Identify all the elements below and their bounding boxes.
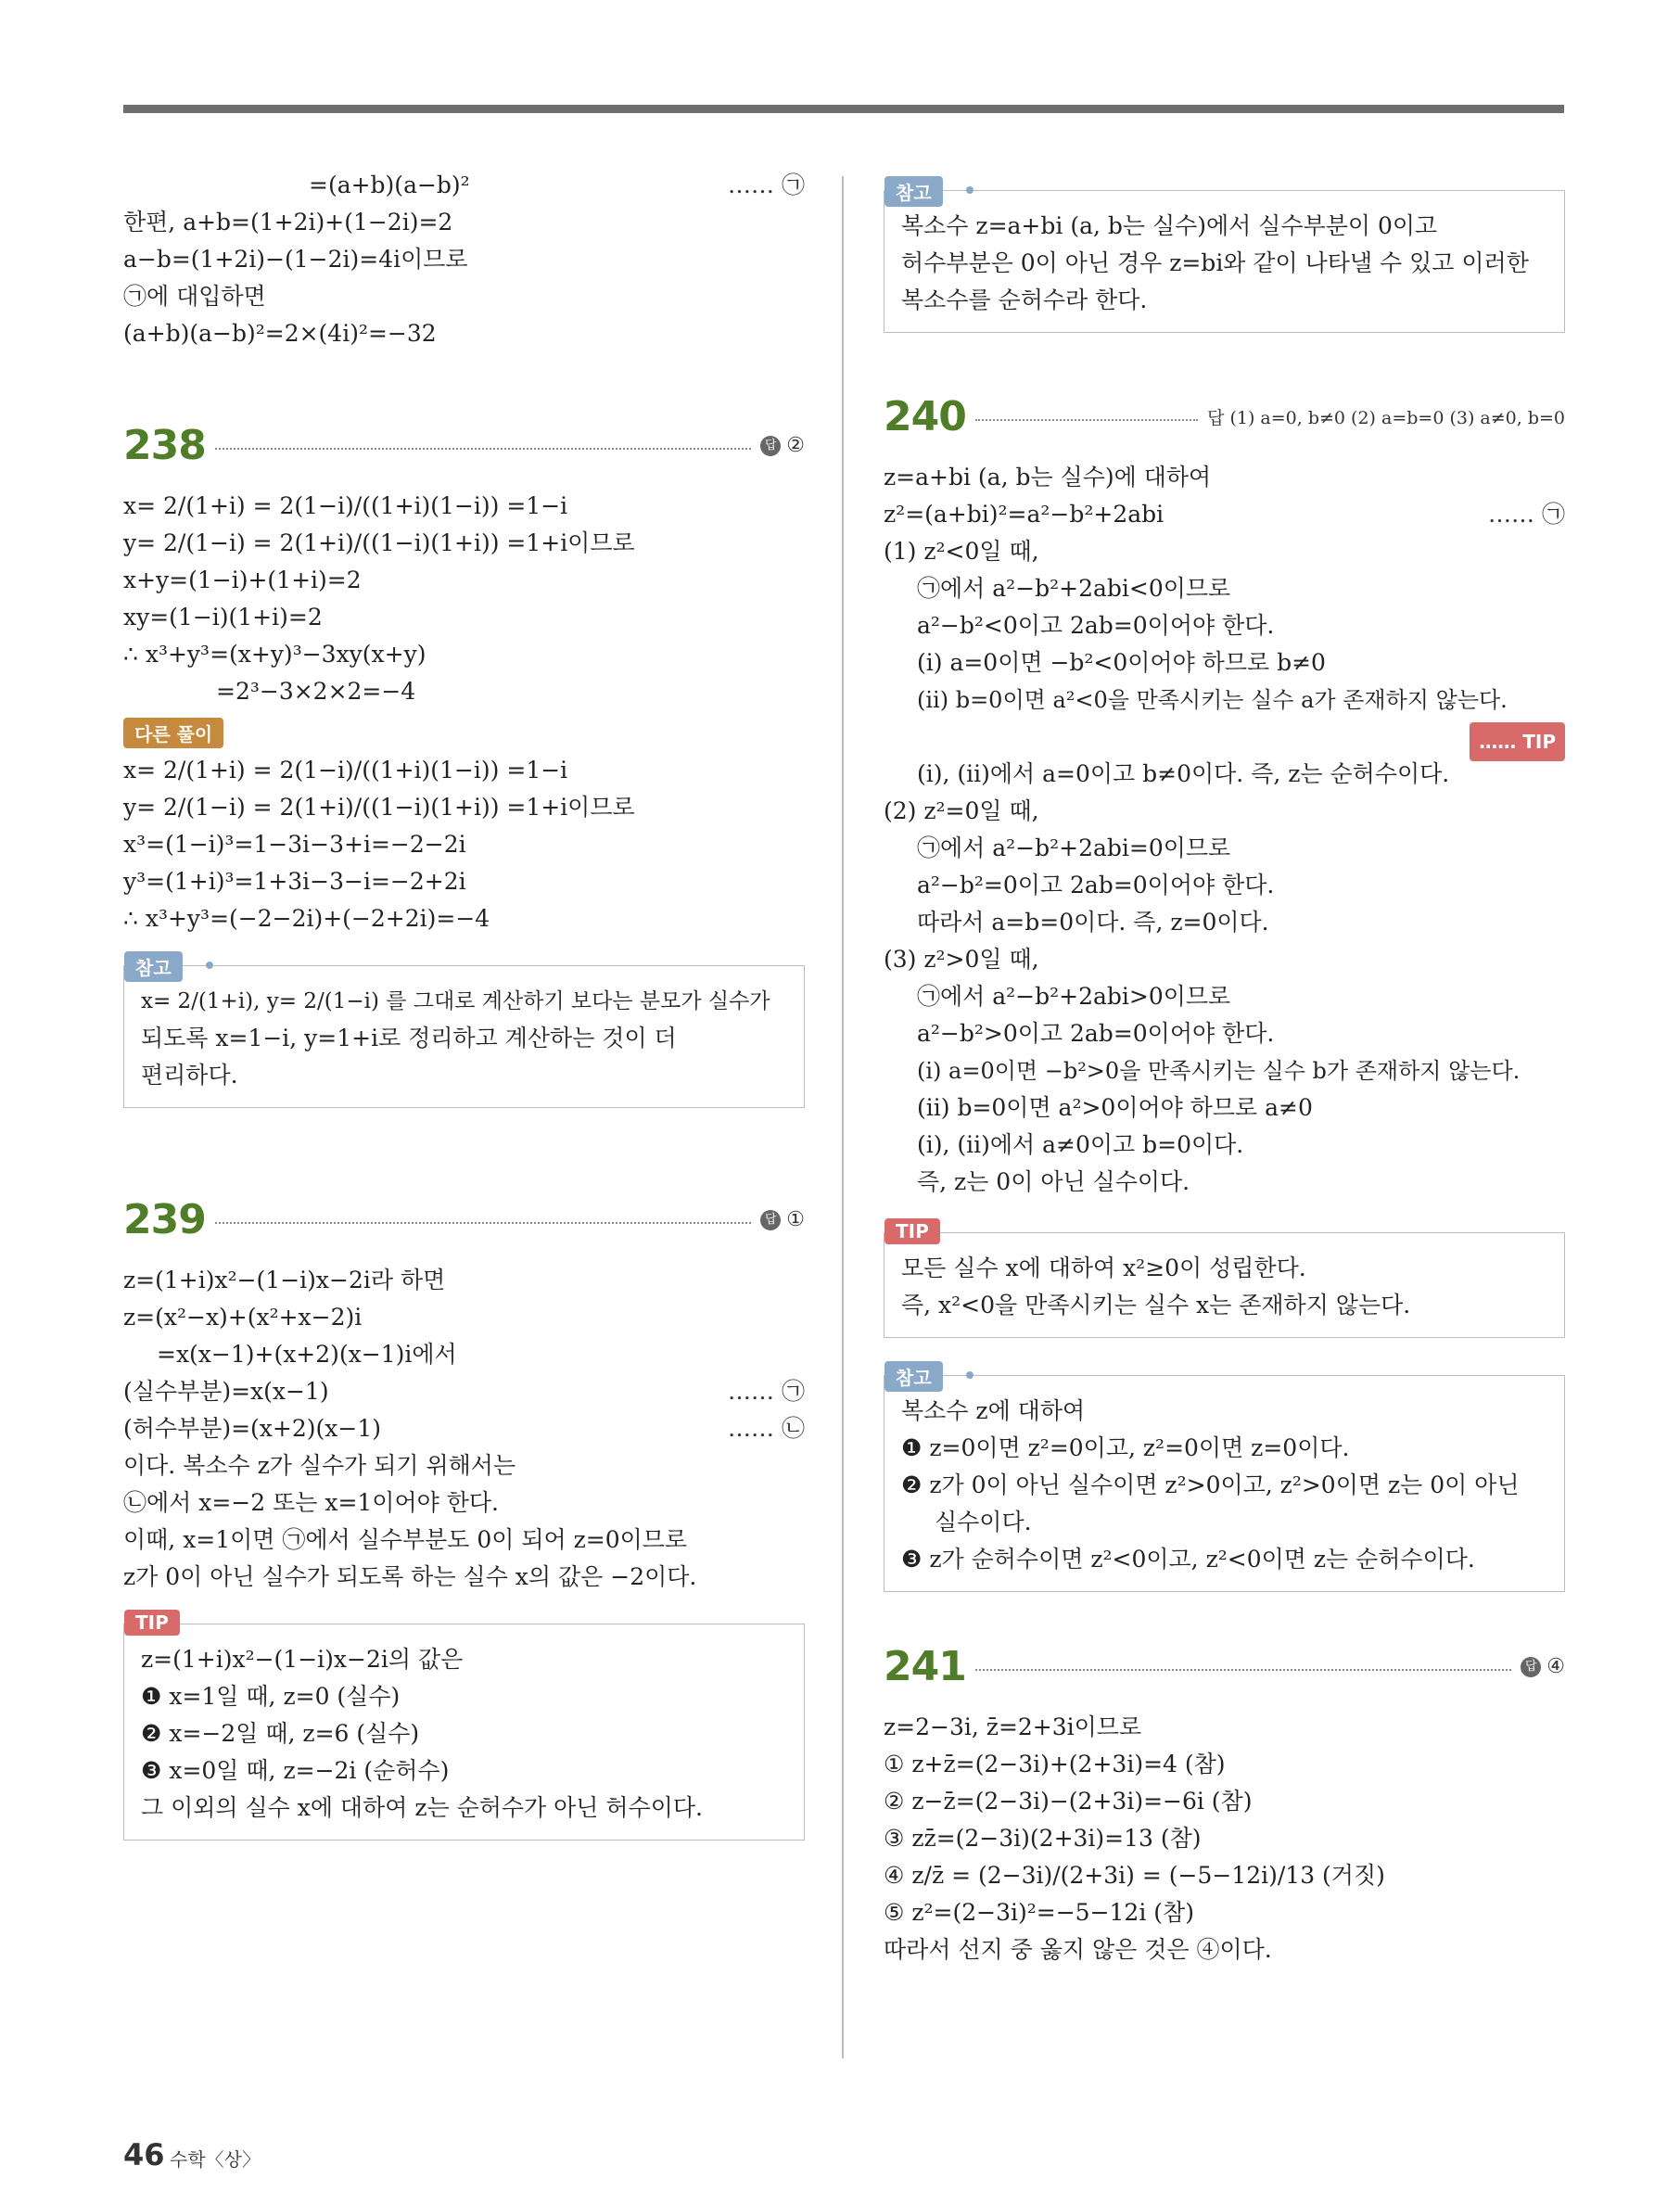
solution-line: a²−b²=0이고 2ab=0이어야 한다. [917, 872, 1275, 898]
solution-line: ㉡에서 x=−2 또는 x=1이어야 한다. [123, 1489, 499, 1516]
solution-line: (ⅱ) b=0이면 a²<0을 만족시키는 실수 a가 존재하지 않는다. [917, 687, 1508, 713]
reference-box [884, 182, 1565, 333]
top-rule [123, 105, 1564, 113]
intro-line: (a+b)(a−b)²=2×(4i)²=−32 [123, 320, 437, 347]
column-divider [842, 176, 844, 2058]
section-number: 241 [884, 1642, 966, 1690]
solution-line: (ⅰ), (ⅱ)에서 a=0이고 b≠0이다. 즉, z는 순허수이다. [917, 760, 1450, 787]
solution-line: (ⅰ), (ⅱ)에서 a≠0이고 b=0이다. [917, 1131, 1244, 1158]
tag-dot [966, 1371, 974, 1379]
section-number: 239 [123, 1195, 206, 1243]
left-column [123, 167, 805, 1850]
tip-box [884, 1220, 1565, 1338]
tip-line: z=(1+i)x²−(1−i)x−2i의 값은 [141, 1646, 464, 1673]
reference-box [884, 1367, 1565, 1592]
solution-line: 이때, x=1이면 ㉠에서 실수부분도 0이 되어 z=0이므로 [123, 1526, 688, 1553]
solution-line: z²=(a+bi)²=a²−b²+2abi …… ㉠ [884, 501, 1565, 528]
solution-line: z=2−3i, z̄=2+3i이므로 [884, 1713, 1142, 1740]
reference-tag: 참고 [885, 1361, 943, 1392]
reference-line: 편리하다. [141, 1062, 238, 1089]
answer-icon: 답 [760, 436, 781, 456]
solution-line: (2) z²=0일 때, [884, 797, 1039, 824]
tip-box [123, 1611, 805, 1841]
solution-line: x= 2/(1+i) = 2(1−i)/((1+i)(1−i)) =1−i [123, 492, 568, 519]
solution-line: (3) z²>0일 때, [884, 946, 1039, 973]
solution-line: x+y=(1−i)+(1+i)=2 [123, 567, 362, 593]
reference-line: ❸ z가 순허수이면 z²<0이고, z²<0이면 z는 순허수이다. [901, 1546, 1475, 1573]
reference-line: 복소수 z에 대하여 [901, 1397, 1086, 1424]
reference-line: ❷ z가 0이 아닌 실수이면 z²>0이고, z²>0이면 z는 0이 아닌 [901, 1471, 1520, 1498]
solution-line: (허수부분)=(x+2)(x−1) …… ㉡ [123, 1415, 805, 1442]
tip-line: 그 이외의 실수 x에 대하여 z는 순허수가 아닌 허수이다. [141, 1794, 703, 1821]
solution-line: y= 2/(1−i) = 2(1+i)/((1−i)(1+i)) =1+i이므로 [123, 529, 635, 556]
alt-solution-line: y³=(1+i)³=1+3i−3−i=−2+2i [123, 868, 466, 895]
answer-label: 답 ② [760, 434, 805, 457]
solution-line: z=(x²−x)+(x²+x−2)i [123, 1304, 363, 1331]
tag-dot [206, 962, 213, 969]
solution-line: =2³−3×2×2=−4 [216, 678, 416, 705]
alt-solution-line: y= 2/(1−i) = 2(1+i)/((1−i)(1+i)) =1+i이므로 [123, 794, 635, 821]
answer-label: 답 ① [760, 1208, 805, 1231]
tip-line: ❷ x=−2일 때, z=6 (실수) [141, 1720, 420, 1747]
solution-line: a²−b²>0이고 2ab=0이어야 한다. [917, 1020, 1275, 1047]
solution-line: z가 0이 아닌 실수가 되도록 하는 실수 x의 값은 −2이다. [123, 1563, 697, 1590]
solution-line: z=a+bi (a, b는 실수)에 대하여 [884, 464, 1212, 490]
solution-line [884, 719, 1565, 756]
answer-icon: 답 [760, 1210, 781, 1230]
reference-line: x= 2/(1+i), y= 2/(1−i) 를 그대로 계산하기 보다는 분모가 실수가 [141, 989, 770, 1013]
tip-line: ❶ x=1일 때, z=0 (실수) [141, 1683, 401, 1710]
tag-dot [966, 186, 974, 194]
solution-line: (실수부분)=x(x−1) …… ㉠ [123, 1378, 805, 1405]
tip-tag: TIP [885, 1218, 940, 1244]
reference-box [123, 957, 805, 1108]
solution-line: (ⅰ) a=0이면 −b²>0을 만족시키는 실수 b가 존재하지 않는다. [917, 1058, 1521, 1084]
reference-tag: 참고 [124, 951, 183, 982]
section-241-header [884, 1638, 1565, 1694]
tip-tag: TIP [124, 1610, 180, 1636]
solution-line: (ⅱ) b=0이면 a²>0이어야 하므로 a≠0 [917, 1094, 1313, 1121]
tip-line: ❸ x=0일 때, z=−2i (순허수) [141, 1757, 450, 1784]
answer-label: 답 ④ [1521, 1655, 1565, 1678]
solution-line: (ⅰ) a=0이면 −b²<0이어야 하므로 b≠0 [917, 649, 1326, 676]
solution-line: 즉, z는 0이 아닌 실수이다. [917, 1168, 1190, 1195]
section-239-header [123, 1191, 805, 1247]
reference-tag: 참고 [885, 176, 943, 207]
section-number: 240 [884, 392, 966, 440]
answer-icon: 답 [1521, 1657, 1541, 1677]
tip-line: 모든 실수 x에 대하여 x²≥0이 성립한다. [901, 1255, 1306, 1281]
page-number: 46 [123, 2137, 165, 2172]
alt-solution-badge: 다른 풀이 [123, 718, 223, 748]
reference-line: 허수부분은 0이 아닌 경우 z=bi와 같이 나타낼 수 있고 이러한 [901, 249, 1529, 276]
reference-line: ❶ z=0이면 z²=0이고, z²=0이면 z=0이다. [901, 1434, 1350, 1461]
solution-line: z=(1+i)x²−(1−i)x−2i라 하면 [123, 1267, 446, 1293]
reference-line: 복소수 z=a+bi (a, b는 실수)에서 실수부분이 0이고 [901, 212, 1438, 239]
alt-solution-line: ∴ x³+y³=(−2−2i)+(−2+2i)=−4 [123, 905, 490, 932]
solution-line: 따라서 선지 중 옳지 않은 것은 ④이다. [884, 1936, 1272, 1963]
leader-dots [215, 448, 751, 450]
answer-label: 답 (1) a=0, b≠0 (2) a=b=0 (3) a≠0, b=0 [1207, 407, 1565, 428]
solution-line: ㉠에서 a²−b²+2abi<0이므로 [917, 575, 1231, 602]
leader-dots [975, 419, 1198, 421]
intro-line: ㉠에 대입하면 [123, 283, 266, 310]
intro-line: =(a+b)(a−b)² …… ㉠ [309, 172, 805, 198]
reference-line: 복소수를 순허수라 한다. [901, 287, 1148, 313]
solution-line: xy=(1−i)(1+i)=2 [123, 604, 323, 631]
solution-line: ㉠에서 a²−b²+2abi=0이므로 [917, 834, 1231, 861]
intro-line: 한편, a+b=(1+2i)+(1−2i)=2 [123, 209, 453, 236]
solution-line: ㉠에서 a²−b²+2abi>0이므로 [917, 983, 1231, 1010]
alt-solution-line: x= 2/(1+i) = 2(1−i)/((1+i)(1−i)) =1−i [123, 757, 568, 783]
book-title: 수학〈상〉 [170, 2148, 261, 2171]
leader-dots [215, 1222, 751, 1224]
solution-line: ③ zz̄=(2−3i)(2+3i)=13 (참) [884, 1825, 1202, 1852]
solution-line: ⑤ z²=(2−3i)²=−5−12i (참) [884, 1899, 1194, 1926]
section-238-header [123, 417, 805, 473]
solution-line: ∴ x³+y³=(x+y)³−3xy(x+y) [123, 641, 426, 668]
solution-line: 따라서 a=b=0이다. 즉, z=0이다. [917, 909, 1269, 936]
solution-line: (1) z²<0일 때, [884, 538, 1039, 565]
reference-line: 실수이다. [935, 1509, 1032, 1535]
right-column [884, 182, 1565, 1968]
solution-line: ② z−z̄=(2−3i)−(2+3i)=−6i (참) [884, 1788, 1253, 1815]
solution-line: a²−b²<0이고 2ab=0이어야 한다. [917, 612, 1275, 639]
leader-dots [975, 1669, 1511, 1671]
section-240-header [884, 389, 1565, 444]
reference-line: 되도록 x=1−i, y=1+i로 정리하고 계산하는 것이 더 [141, 1025, 677, 1051]
solution-line: ④ z/z̄ = (2−3i)/(2+3i) = (−5−12i)/13 (거짓) [884, 1862, 1385, 1889]
tip-line: 즉, x²<0을 만족시키는 실수 x는 존재하지 않는다. [901, 1292, 1411, 1318]
solution-line: ① z+z̄=(2−3i)+(2+3i)=4 (참) [884, 1751, 1226, 1777]
solution-line: =x(x−1)+(x+2)(x−1)i에서 [157, 1341, 457, 1368]
section-number: 238 [123, 421, 206, 469]
alt-solution-line: x³=(1−i)³=1−3i−3+i=−2−2i [123, 831, 466, 858]
tip-reference-badge: …… TIP [1470, 722, 1565, 761]
solution-line: 이다. 복소수 z가 실수가 되기 위해서는 [123, 1452, 516, 1479]
intro-line: a−b=(1+2i)−(1−2i)=4i이므로 [123, 246, 468, 273]
